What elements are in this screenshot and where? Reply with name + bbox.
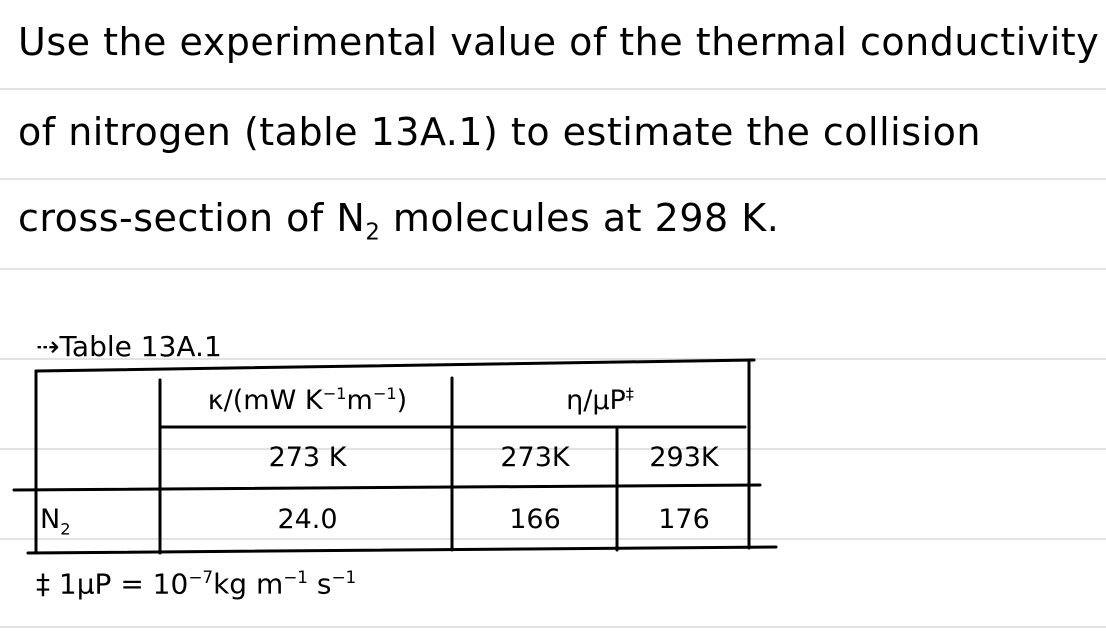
row-label-n2: $N_2$ (40, 504, 71, 539)
problem-line-1: Use the experimental value of the thermal conductivity (18, 20, 1100, 64)
n2-subscript: 2 (365, 219, 381, 246)
subheader-eta-temp-2: 293K (649, 442, 719, 473)
table-caption: ⇢Table 13A.1 (36, 330, 222, 363)
cell-eta-value-1: 166 (509, 504, 561, 535)
table-bottom-border (28, 547, 776, 553)
cell-kappa-value: 24.0 (277, 504, 338, 535)
subheader-eta-temp-1: 273K (500, 442, 570, 473)
header-viscosity: η/μP‡ (566, 384, 634, 416)
cell-eta-value-2: 176 (658, 504, 710, 535)
header-thermal-conductivity: κ/(mW $K^{-1}m^{-1}$) (207, 384, 408, 416)
problem-line-3-end: molecules at 298 K. (380, 196, 780, 240)
table-top-border (36, 360, 754, 371)
table-subheader-divider (14, 485, 760, 490)
table-footnote: ‡ $1\mu P = 10^{-7}kg$ $m^{-1}$ $s^{-1}$ (36, 567, 357, 601)
problem-line-3-text: cross-section of N (18, 196, 366, 240)
subheader-kappa-temp: 273 K (268, 442, 347, 473)
problem-line-2: of nitrogen (table 13A.1) to estimate the collision (18, 110, 981, 154)
